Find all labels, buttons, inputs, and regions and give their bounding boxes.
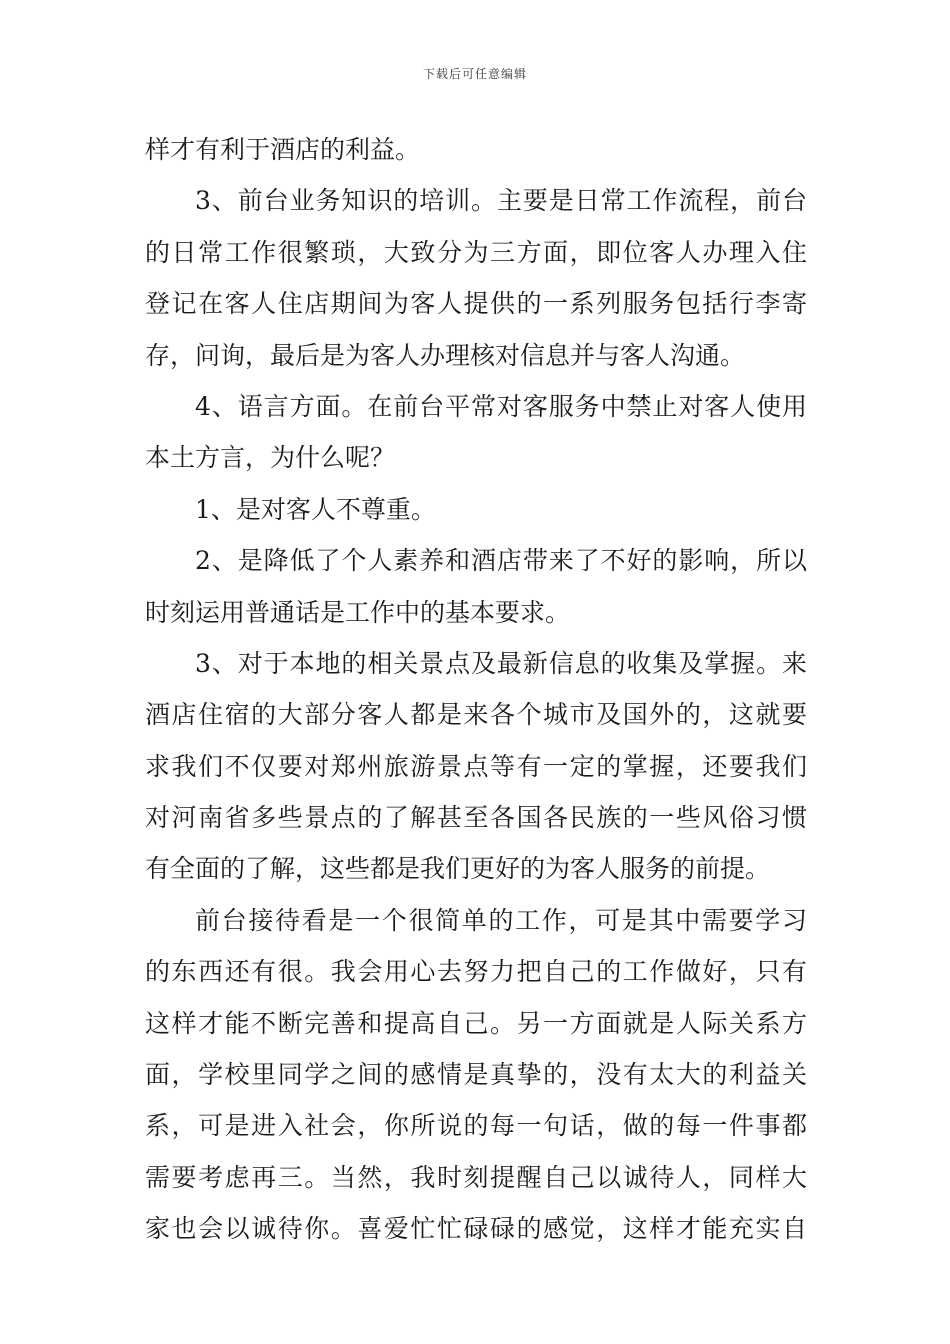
text-line: 样才有利于酒店的利益。 — [145, 135, 421, 164]
text-line: 家也会以诚待你。喜爱忙忙碌碌的感觉，这样才能充实自 — [145, 1214, 807, 1244]
text-line: 2、是降低了个人素养和酒店带来了不好的影响，所以 — [195, 546, 807, 576]
text-line: 有全面的了解，这些都是我们更好的为客人服务的前提。 — [145, 854, 771, 884]
page-header: 下载后可任意编辑 — [422, 67, 527, 81]
text-line: 时刻运用普通话是工作中的基本要求。 — [145, 597, 571, 627]
text-line: 面，学校里同学之间的感情是真挚的，没有太大的利益关 — [145, 1060, 807, 1090]
text-line: 3、前台业务知识的培训。主要是日常工作流程，前台 — [195, 186, 807, 216]
text-line: 这样才能不断完善和提高自己。另一方面就是人际关系方 — [145, 1008, 807, 1038]
text-line: 登记在客人住店期间为客人提供的一系列服务包括行李寄 — [145, 289, 807, 319]
text-line: 的日常工作很繁琐，大致分为三方面，即位客人办理入住 — [145, 237, 807, 267]
text-line: 求我们不仅要对郑州旅游景点等有一定的掌握，还要我们 — [145, 751, 807, 781]
text-line: 前台接待看是一个很简单的工作，可是其中需要学习 — [195, 905, 807, 935]
document-body — [145, 130, 807, 1261]
text-line: 存，问询，最后是为客人办理核对信息并与客人沟通。 — [145, 340, 746, 370]
text-line: 1、是对客人不尊重。 — [195, 494, 436, 524]
text-line: 4、语言方面。在前台平常对客服务中禁止对客人使用 — [195, 391, 807, 421]
text-line: 酒店住宿的大部分客人都是来各个城市及国外的，这就要 — [145, 700, 807, 730]
text-line: 系，可是进入社会，你所说的每一句话，做的每一件事都 — [145, 1111, 807, 1141]
text-line: 3、对于本地的相关景点及最新信息的收集及掌握。来 — [195, 648, 807, 678]
text-line: 本土方言，为什么呢？ — [145, 443, 396, 473]
text-line: 需要考虑再三。当然，我时刻提醒自己以诚待人，同样大 — [145, 1162, 807, 1192]
text-line: 的东西还有很。我会用心去努力把自己的工作做好，只有 — [145, 957, 807, 987]
text-line: 对河南省多些景点的了解甚至各国各民族的一些风俗习惯 — [145, 803, 807, 833]
